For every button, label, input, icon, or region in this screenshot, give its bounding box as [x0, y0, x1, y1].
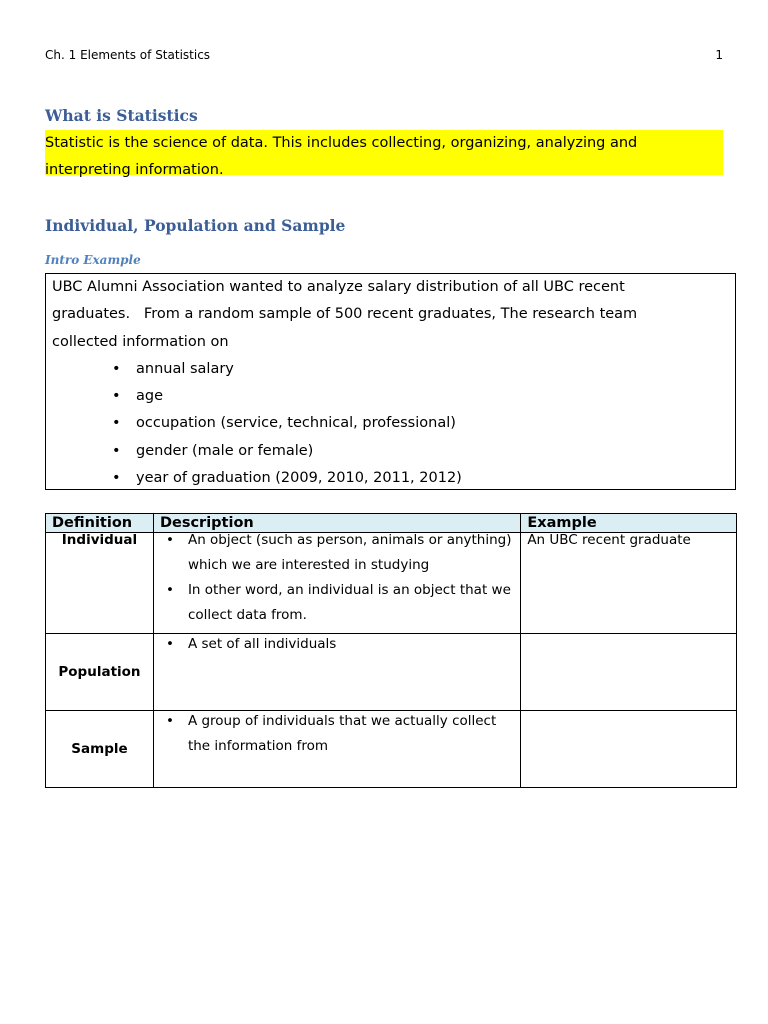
bullet-icon: •: [112, 470, 121, 487]
list-item: [112, 465, 729, 492]
list-item-text: occupation (service, technical, professional): [136, 415, 456, 432]
example-individual: An UBC recent graduate: [521, 533, 737, 634]
bullet-icon: •: [165, 532, 174, 548]
list-item: [166, 709, 514, 759]
intro-example-label: Intro Example: [45, 253, 141, 267]
list-item: [112, 356, 729, 383]
list-item: [166, 632, 514, 657]
term-sample: Sample: [46, 711, 154, 788]
description-text: In other word, an individual is an object that we collect data from.: [187, 582, 511, 623]
example-sample: [521, 711, 737, 788]
description-cell: [153, 711, 520, 788]
bullet-icon: •: [112, 442, 121, 459]
bullet-icon: •: [165, 636, 174, 652]
list-item-text: gender (male or female): [136, 442, 314, 459]
list-item: [166, 528, 514, 578]
intro-line-2: graduates. From a random sample of 500 recent graduates, The research team: [52, 306, 638, 323]
description-text: An object (such as person, animals or anything) which we are interested in studying: [187, 532, 512, 573]
bullet-icon: •: [112, 388, 121, 405]
description-list: [160, 528, 514, 628]
chapter-title: Ch. 1 Elements of Statistics: [45, 48, 211, 62]
list-item: [112, 410, 729, 437]
list-item: [166, 578, 514, 628]
example-population: [521, 634, 737, 711]
page-header: [45, 48, 723, 66]
highlight-line-1: Statistic is the science of data. This includes collecting, organizing, analyzing and: [45, 135, 638, 151]
list-item: [112, 438, 729, 465]
list-item-text: year of graduation (2009, 2010, 2011, 2012): [136, 470, 462, 487]
description-text: A set of all individuals: [187, 636, 337, 652]
column-header-example: Example: [521, 514, 737, 533]
heading-what-is-statistics: What is Statistics: [45, 106, 198, 125]
term-population: Population: [46, 634, 154, 711]
description-cell: [153, 533, 520, 634]
term-individual: Individual: [46, 533, 154, 634]
list-item: [112, 383, 729, 410]
intro-example-box: [45, 273, 736, 490]
list-item-text: annual salary: [136, 360, 234, 377]
page-number: 1: [715, 48, 723, 62]
bullet-icon: •: [112, 360, 121, 377]
table-row: [46, 533, 737, 634]
table-row: [46, 711, 737, 788]
intro-line-1: UBC Alumni Association wanted to analyze salary distribution of all UBC recent: [52, 279, 625, 295]
table-row: [46, 634, 737, 711]
highlight-line-2: interpreting information.: [45, 162, 224, 178]
bullet-icon: •: [112, 415, 121, 432]
description-cell: [153, 634, 520, 711]
statistics-definition-highlight: [45, 130, 723, 178]
collected-info-list: [52, 356, 729, 492]
bullet-icon: •: [165, 713, 174, 729]
column-header-description: Description: [153, 514, 520, 533]
description-text: A group of individuals that we actually collect the information from: [187, 713, 497, 754]
column-header-definition: Definition: [46, 514, 154, 533]
description-list: [160, 632, 514, 657]
bullet-icon: •: [165, 582, 174, 598]
heading-individual-population-sample: Individual, Population and Sample: [45, 216, 346, 235]
intro-line-3: collected information on: [52, 333, 229, 350]
list-item-text: age: [136, 388, 164, 405]
definition-table: [45, 513, 737, 788]
description-list: [160, 709, 514, 759]
